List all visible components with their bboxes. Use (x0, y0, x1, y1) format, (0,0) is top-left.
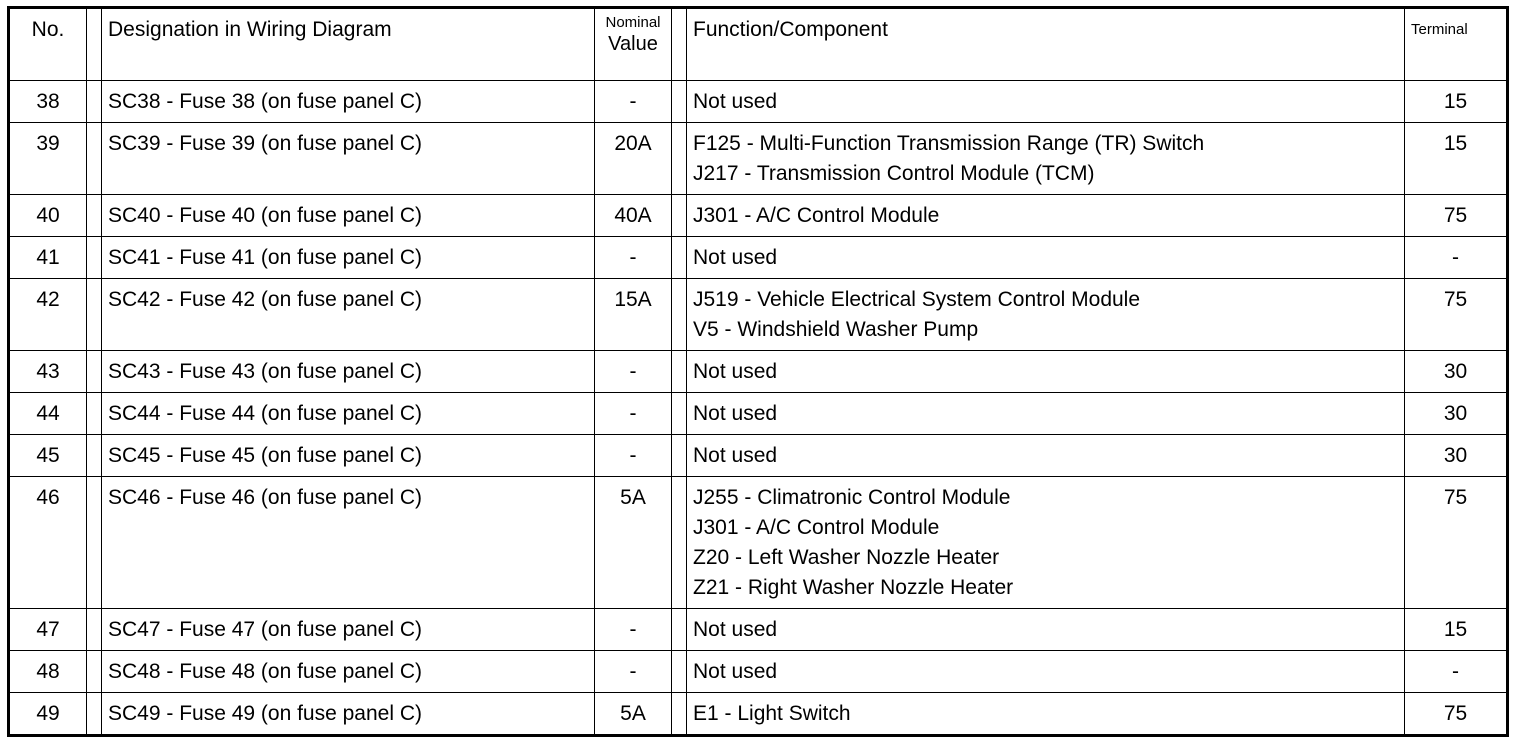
spacer-cell (87, 237, 102, 279)
spacer-cell (87, 693, 102, 736)
fuse-number: 49 (9, 693, 87, 736)
terminal-value: - (1405, 237, 1508, 279)
header-designation: Designation in Wiring Diagram (102, 8, 595, 81)
function-line: Z20 - Left Washer Nozzle Heater (693, 546, 1000, 569)
table-row (9, 651, 1508, 693)
spacer-cell (87, 195, 102, 237)
fuse-designation: SC38 - Fuse 38 (on fuse panel C) (102, 81, 595, 123)
nominal-value: - (595, 393, 672, 435)
terminal-value: 15 (1405, 609, 1508, 651)
header-nominal-bottom: Value (608, 33, 658, 55)
spacer-cell (87, 8, 102, 81)
function-line: J519 - Vehicle Electrical System Control Module (693, 288, 1141, 311)
spacer-cell (672, 279, 687, 351)
terminal-value: 15 (1405, 81, 1508, 123)
table-row (9, 81, 1508, 123)
nominal-value: - (595, 609, 672, 651)
function-component (687, 123, 1405, 195)
fuse-number: 38 (9, 81, 87, 123)
nominal-value: 20A (595, 123, 672, 195)
function-line: E1 - Light Switch (693, 702, 851, 725)
spacer-cell (87, 609, 102, 651)
function-line: Not used (693, 246, 778, 269)
table-row (9, 393, 1508, 435)
function-line: Not used (693, 360, 778, 383)
header-nominal-value (595, 8, 672, 81)
nominal-value: - (595, 81, 672, 123)
spacer-cell (87, 435, 102, 477)
function-line: Not used (693, 660, 778, 683)
spacer-cell (87, 477, 102, 609)
spacer-cell (87, 279, 102, 351)
function-component (687, 435, 1405, 477)
fuse-designation: SC39 - Fuse 39 (on fuse panel C) (102, 123, 595, 195)
nominal-value: - (595, 351, 672, 393)
spacer-cell (87, 651, 102, 693)
header-row (9, 8, 1508, 81)
terminal-value: 75 (1405, 279, 1508, 351)
nominal-value: - (595, 435, 672, 477)
terminal-value: 75 (1405, 195, 1508, 237)
fuse-designation: SC46 - Fuse 46 (on fuse panel C) (102, 477, 595, 609)
terminal-value: 30 (1405, 435, 1508, 477)
fuse-number: 42 (9, 279, 87, 351)
function-line: J301 - A/C Control Module (693, 204, 940, 227)
function-component (687, 195, 1405, 237)
table-row (9, 435, 1508, 477)
fuse-designation: SC44 - Fuse 44 (on fuse panel C) (102, 393, 595, 435)
spacer-cell (87, 393, 102, 435)
function-line: J301 - A/C Control Module (693, 516, 940, 539)
fuse-number: 40 (9, 195, 87, 237)
fuse-number: 47 (9, 609, 87, 651)
function-component (687, 237, 1405, 279)
fuse-number: 43 (9, 351, 87, 393)
fuse-designation: SC43 - Fuse 43 (on fuse panel C) (102, 351, 595, 393)
function-line: Not used (693, 90, 778, 113)
terminal-value: 75 (1405, 477, 1508, 609)
table-row (9, 351, 1508, 393)
function-component (687, 279, 1405, 351)
nominal-value: 5A (595, 693, 672, 736)
terminal-value: 30 (1405, 393, 1508, 435)
table-row (9, 609, 1508, 651)
fuse-designation: SC49 - Fuse 49 (on fuse panel C) (102, 693, 595, 736)
table-row (9, 477, 1508, 609)
nominal-value: 15A (595, 279, 672, 351)
table-row (9, 237, 1508, 279)
nominal-value: - (595, 237, 672, 279)
fuse-number: 48 (9, 651, 87, 693)
spacer-cell (672, 693, 687, 736)
function-line: Z21 - Right Washer Nozzle Heater (693, 576, 1014, 599)
spacer-cell (672, 195, 687, 237)
function-line: F125 - Multi-Function Transmission Range (TR) Switch (693, 132, 1205, 155)
function-component (687, 81, 1405, 123)
function-line: J217 - Transmission Control Module (TCM) (693, 162, 1095, 185)
function-line: V5 - Windshield Washer Pump (693, 318, 979, 341)
function-component (687, 477, 1405, 609)
fuse-number: 39 (9, 123, 87, 195)
fuse-designation: SC40 - Fuse 40 (on fuse panel C) (102, 195, 595, 237)
terminal-value: - (1405, 651, 1508, 693)
function-component (687, 609, 1405, 651)
spacer-cell (87, 123, 102, 195)
spacer-cell (87, 81, 102, 123)
fuse-number: 46 (9, 477, 87, 609)
function-line: Not used (693, 618, 778, 641)
spacer-cell (87, 351, 102, 393)
table-row (9, 279, 1508, 351)
table-row (9, 195, 1508, 237)
header-nominal-top: Nominal (605, 14, 661, 31)
spacer-cell (672, 81, 687, 123)
fuse-number: 44 (9, 393, 87, 435)
nominal-value: 40A (595, 195, 672, 237)
fuse-designation: SC41 - Fuse 41 (on fuse panel C) (102, 237, 595, 279)
spacer-cell (672, 609, 687, 651)
terminal-value: 30 (1405, 351, 1508, 393)
header-no: No. (9, 8, 87, 81)
header-terminal: Terminal (1405, 8, 1508, 81)
function-component (687, 651, 1405, 693)
fuse-number: 45 (9, 435, 87, 477)
fuse-number: 41 (9, 237, 87, 279)
header-function: Function/Component (687, 8, 1405, 81)
spacer-cell (672, 237, 687, 279)
spacer-cell (672, 123, 687, 195)
function-component (687, 693, 1405, 736)
function-component (687, 393, 1405, 435)
fuse-designation: SC47 - Fuse 47 (on fuse panel C) (102, 609, 595, 651)
terminal-value: 15 (1405, 123, 1508, 195)
fuse-designation: SC45 - Fuse 45 (on fuse panel C) (102, 435, 595, 477)
function-line: J255 - Climatronic Control Module (693, 486, 1011, 509)
nominal-value: 5A (595, 477, 672, 609)
function-line: Not used (693, 444, 778, 467)
spacer-cell (672, 393, 687, 435)
spacer-cell (672, 8, 687, 81)
nominal-value: - (595, 651, 672, 693)
function-line: Not used (693, 402, 778, 425)
spacer-cell (672, 651, 687, 693)
spacer-cell (672, 435, 687, 477)
function-component (687, 351, 1405, 393)
terminal-value: 75 (1405, 693, 1508, 736)
table-row (9, 693, 1508, 736)
fuse-designation: SC42 - Fuse 42 (on fuse panel C) (102, 279, 595, 351)
fuse-designation: SC48 - Fuse 48 (on fuse panel C) (102, 651, 595, 693)
fuse-table (7, 6, 1509, 737)
spacer-cell (672, 477, 687, 609)
spacer-cell (672, 351, 687, 393)
table-row (9, 123, 1508, 195)
